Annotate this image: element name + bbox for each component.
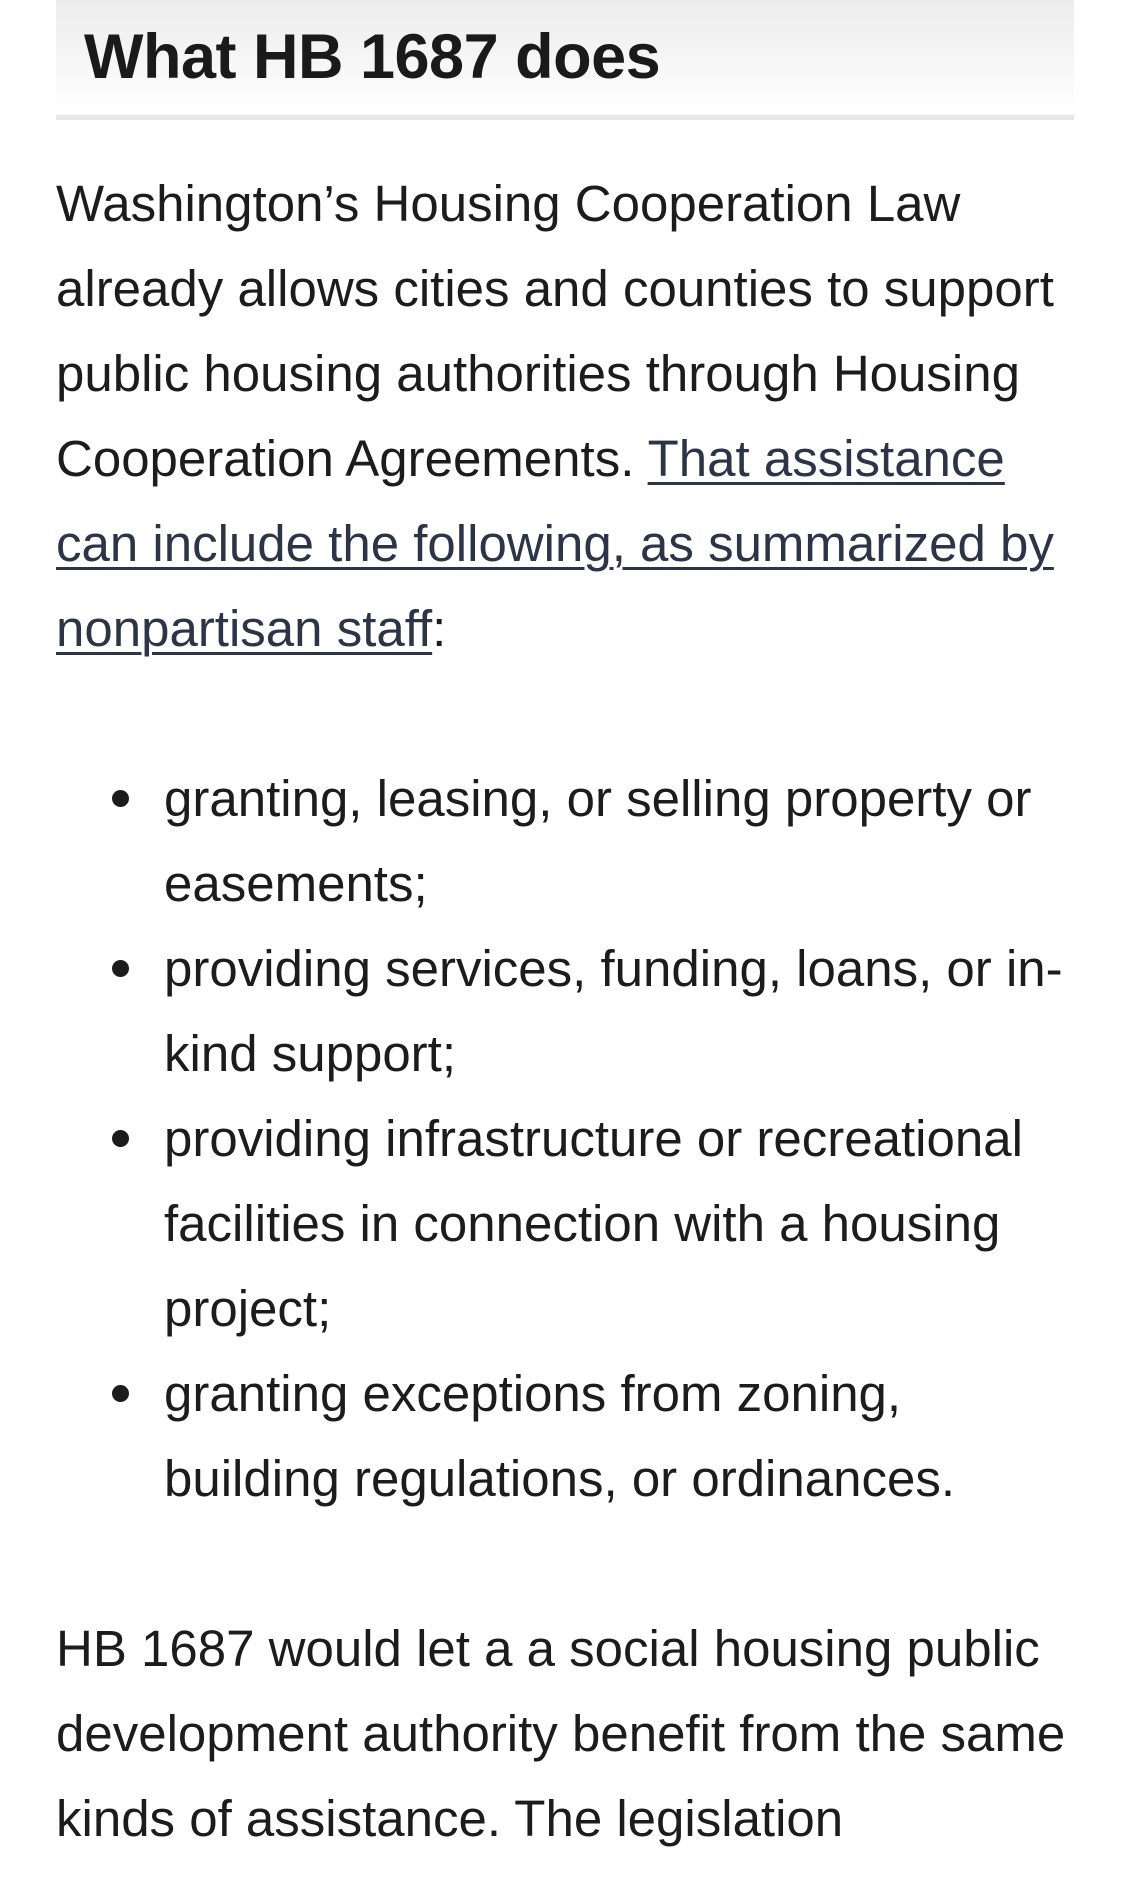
list-item-text: providing services, funding, loans, or in-kind support; (164, 940, 1063, 1082)
intro-text: Washington’s Housing Cooperation Law already allows cities and counties to support public housing authorities through Housing Cooperation Agreements. (56, 175, 1054, 487)
list-item (56, 1351, 1074, 1521)
intro-text-end: : (432, 600, 447, 657)
section-title: What HB 1687 does (84, 22, 661, 92)
bullet-icon (112, 960, 129, 977)
assistance-list (56, 756, 1074, 1521)
intro-paragraph (56, 161, 1056, 671)
bullet-icon (112, 790, 129, 807)
nonpartisan-staff-summary-link[interactable]: That assistance can include the following, as summarized by nonpartisan staff (56, 430, 1054, 657)
article-content (56, 0, 1074, 1861)
hb1687-paragraph: HB 1687 would let a a social housing public development authority benefit from the same kinds of assistance. The legislation (56, 1620, 1066, 1847)
bullet-icon (112, 1130, 129, 1147)
list-item (56, 756, 1074, 926)
list-item (56, 926, 1074, 1096)
bullet-icon (112, 1385, 129, 1402)
list-item (56, 1096, 1074, 1351)
section-header (56, 0, 1074, 120)
list-item-text: granting, leasing, or selling property or easements; (164, 770, 1032, 912)
list-item-text: providing infrastructure or recreational facilities in connection with a housing project; (164, 1110, 1023, 1337)
list-item-text: granting exceptions from zoning, building regulations, or ordinances. (164, 1365, 955, 1507)
